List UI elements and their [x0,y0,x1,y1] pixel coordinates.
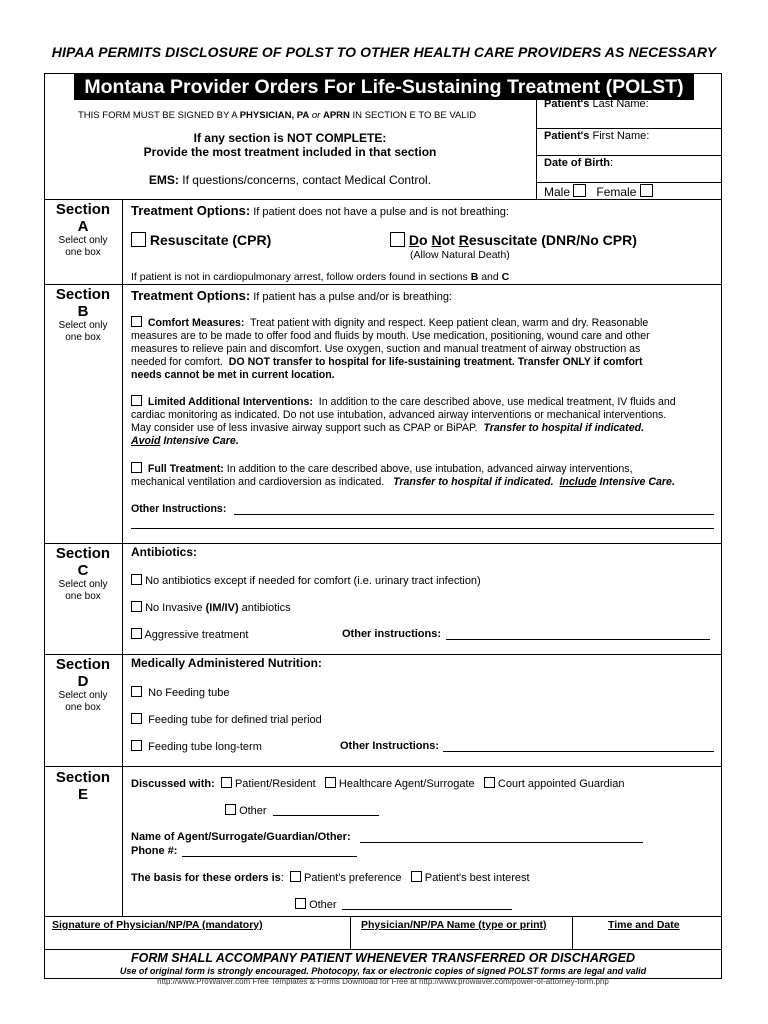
prowaiver-url[interactable]: http://www.ProWaiver.com Free Templates & Forms Download for Free at http://www.prowaiver.com/power-of-attorney-form.php [157,977,609,986]
discussed-guardian-checkbox[interactable] [484,777,495,788]
section-b-heading: Treatment Options: If patient has a pulse and/or is breathing: [131,288,452,303]
no-antibiotics-checkbox[interactable] [131,574,142,585]
basis-other-checkbox[interactable] [295,898,306,909]
aggressive-option[interactable]: Aggressive treatment [131,628,248,642]
discussed-other-option[interactable]: Other [225,804,267,818]
section-d-label: Section D Select only one box [55,656,111,713]
full-treatment-checkbox[interactable] [131,462,142,473]
agent-name-line[interactable] [360,842,643,843]
section-c-heading: Antibiotics: [131,545,197,559]
original-form-notice: Use of original form is strongly encouraged. Photocopy, fax or electronic copies of signed POLST forms are legal and valid [119,966,647,976]
basis-other-option[interactable]: Other [295,898,337,912]
male-checkbox[interactable] [573,184,586,197]
accompany-notice: FORM SHALL ACCOMPANY PATIENT WHENEVER TRANSFERRED OR DISCHARGED [131,951,635,965]
section-b-other-line-1[interactable] [234,514,714,515]
form-title: Montana Provider Orders For Life-Sustaining Treatment (POLST) [74,74,694,100]
phone-label: Phone #: [131,845,178,857]
allow-natural-death: (Allow Natural Death) [410,249,510,261]
last-name-field[interactable]: Patient's Last Name: [544,98,649,110]
resuscitate-checkbox[interactable] [131,232,146,247]
first-name-field[interactable]: Patient's First Name: [544,130,650,142]
section-d-other-label: Other Instructions: [340,740,440,752]
female-checkbox[interactable] [640,184,653,197]
phone-line[interactable] [182,856,357,857]
aggressive-checkbox[interactable] [131,628,142,639]
basis-row: The basis for these orders is: Patient's preference Patient's best interest [131,872,530,884]
no-feeding-tube-option[interactable]: No Feeding tube [131,686,229,700]
limited-interventions-option[interactable]: Limited Additional Interventions: In addition to the care described above, use medical treatment, IV fluids and cardiac monitoring as indicated. Do not use intubation, advanced airway interventions or mechanical interventions. May consider use of less invasive airway support such as CPAP or BiPAP. Transfer to hospital if indicated. Avoid Intensive Care. [131,396,676,447]
dnr-checkbox[interactable] [390,232,405,247]
section-b-label: Section B Select only one box [55,286,111,343]
physician-name-field[interactable]: Physician/NP/PA Name (type or print) [361,919,547,931]
basis-best-interest-checkbox[interactable] [411,871,422,882]
section-a-label: Section A Select only one box [55,201,111,258]
must-sign-note: THIS FORM MUST BE SIGNED BY A PHYSICIAN, PA or APRN IN SECTION E TO BE VALID [78,110,477,121]
agent-name-label: Name of Agent/Surrogate/Guardian/Other: [131,831,351,843]
ems-note: EMS: If questions/concerns, contact Medical Control. [148,173,432,187]
no-feeding-tube-checkbox[interactable] [131,686,142,697]
section-c-label: Section C Select only one box [55,545,111,602]
basis-preference-checkbox[interactable] [290,871,301,882]
section-d-heading: Medically Administered Nutrition: [131,656,322,670]
limited-checkbox[interactable] [131,395,142,406]
discussed-agent-checkbox[interactable] [325,777,336,788]
discussed-other-line[interactable] [273,815,379,816]
full-treatment-option[interactable]: Full Treatment: In addition to the care described above, use intubation, advanced airway interventions, mechanical ventilation and cardioversion as indicated. Transfer to hospital if indicated. Include Intensive Care. [131,463,675,488]
section-b-other-label: Other Instructions: [131,503,227,515]
sex-options: Male Female [544,184,653,199]
section-a-footer: If patient is not in cardiopulmonary arrest, follow orders found in sections B and C [131,271,510,283]
section-b-other-line-2[interactable] [131,528,714,529]
hipaa-notice: HIPAA PERMITS DISCLOSURE OF POLST TO OTHER HEALTH CARE PROVIDERS AS NECESSARY [51,44,717,60]
section-a-heading: Treatment Options: If patient does not have a pulse and is not breathing: [131,203,509,218]
comfort-checkbox[interactable] [131,316,142,327]
trial-feeding-tube-checkbox[interactable] [131,713,142,724]
long-term-feeding-tube-option[interactable]: Feeding tube long-term [131,740,262,754]
basis-other-line[interactable] [342,909,512,910]
discussed-with-row: Discussed with: Patient/Resident Healthcare Agent/Surrogate Court appointed Guardian [131,778,625,790]
no-invasive-option[interactable]: No Invasive (IM/IV) antibiotics [131,601,291,615]
no-invasive-checkbox[interactable] [131,601,142,612]
section-e-label: Section E [55,769,111,803]
time-date-field[interactable]: Time and Date [608,919,680,931]
dob-field[interactable]: Date of Birth: [544,157,614,169]
long-term-feeding-tube-checkbox[interactable] [131,740,142,751]
incomplete-note: If any section is NOT COMPLETE: Provide the most treatment included in that section [143,131,437,159]
section-c-other-line[interactable] [446,639,710,640]
resuscitate-option[interactable]: Resuscitate (CPR) [131,232,271,248]
no-antibiotics-option[interactable]: No antibiotics except if needed for comfort (i.e. urinary tract infection) [131,574,481,588]
signature-field[interactable]: Signature of Physician/NP/PA (mandatory) [52,919,263,931]
comfort-measures-option[interactable]: Comfort Measures: Treat patient with dignity and respect. Keep patient clean, warm and dry. Reasonable measures are to be made to offer food and fluids by mouth. Use medication, positioning, wound care and other measures to relieve pain and discomfort. Use oxygen, suction and manual treatment of airway obstruction as needed for comfort. DO NOT transfer to hospital for life-sustaining treatment. Transfer ONLY if comfort needs cannot be met in current location. [131,317,650,381]
discussed-other-checkbox[interactable] [225,804,236,815]
section-d-other-line[interactable] [443,751,714,752]
trial-feeding-tube-option[interactable]: Feeding tube for defined trial period [131,713,322,727]
dnr-option[interactable]: Do Not Resuscitate (DNR/No CPR) [390,232,637,248]
discussed-patient-checkbox[interactable] [221,777,232,788]
section-c-other-label: Other instructions: [342,628,442,640]
